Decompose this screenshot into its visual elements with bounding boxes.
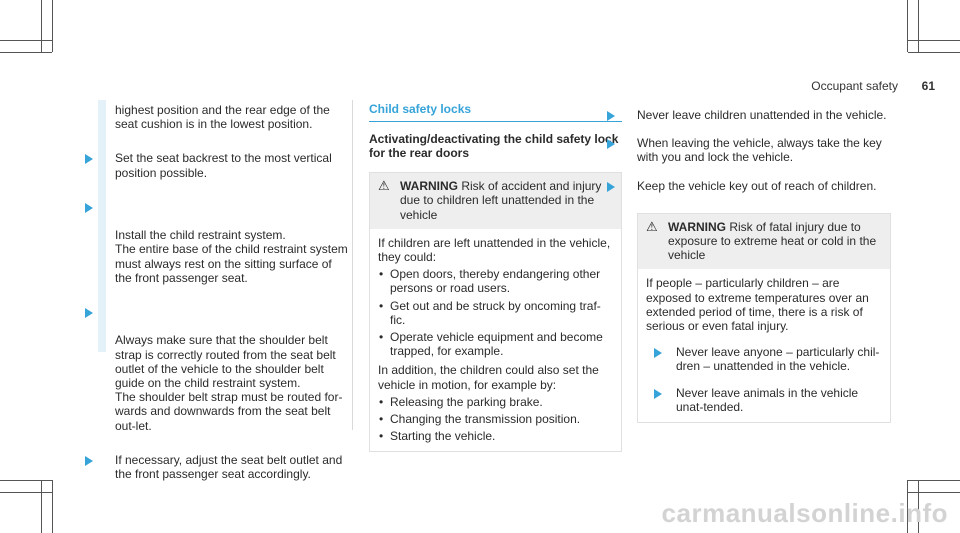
warning-header (370, 173, 621, 229)
item-text: Keep the vehicle key out of reach of children. (637, 178, 877, 193)
page-number: 61 (921, 79, 935, 93)
warning-triangle-icon: ⚠ (378, 178, 390, 194)
warning-label: WARNING (400, 179, 458, 194)
item-text: Never leave animals in the vehicle unat-tended. (676, 385, 859, 414)
column-middle (369, 102, 622, 452)
crop-mark (907, 0, 908, 52)
list-item (115, 305, 350, 433)
bullet-text: Get out and be struck by oncoming traf-fic. (390, 298, 601, 327)
step-arrow-icon (85, 308, 93, 318)
step-arrow-icon (85, 456, 93, 466)
watermark: carmanualsonline.info (661, 498, 948, 528)
step-arrow-icon (607, 111, 615, 121)
item-text: highest position and the rear edge of the seat cushion is in the lowest position. (115, 103, 330, 132)
bullet-item (378, 412, 613, 426)
bullet-item (378, 330, 613, 358)
crop-mark (52, 0, 53, 52)
bullet-text: Starting the vehicle. (390, 429, 496, 444)
bullet-item (378, 429, 613, 443)
warning-triangle-icon: ⚠ (646, 218, 658, 234)
warning-body (638, 269, 890, 422)
list-item (115, 453, 350, 481)
subsection-title: Activating/deactivating the child safety lock for the rear doors (369, 132, 619, 161)
bullet-item (378, 267, 613, 295)
bullet-icon: • (379, 394, 384, 409)
crop-mark (0, 492, 52, 493)
running-header: Occupant safety (811, 79, 898, 93)
list-item (646, 386, 882, 414)
list-item (115, 200, 350, 285)
warning-intro-2: In addition, the children could also set the vehicle in motion, for example by: (378, 363, 599, 392)
crop-mark (908, 52, 960, 53)
list-item (637, 179, 891, 193)
item-text: Install the child restraint system. The entire base of the child restraint system must always rest on the sitting surface of the front passenger seat. (115, 228, 348, 285)
list-item (115, 151, 350, 179)
bullet-item (378, 395, 613, 409)
crop-mark (0, 52, 52, 53)
item-text: When leaving the vehicle, always take the key with you and lock the vehicle. (637, 136, 882, 165)
column-left (115, 103, 350, 495)
warning-intro: If children are left unattended in the vehicle, they could: (378, 235, 611, 265)
list-item (637, 108, 891, 122)
warning-body (370, 229, 621, 452)
warning-text: Risk of accident and injury due to children left unattended in the vehicle (400, 179, 602, 222)
crop-mark (908, 480, 960, 481)
step-arrow-icon (85, 203, 93, 213)
bullet-icon: • (379, 298, 384, 313)
column-divider (352, 100, 353, 430)
step-arrow-icon (607, 182, 615, 192)
step-arrow-icon (85, 154, 93, 164)
list-item (115, 103, 350, 131)
crop-mark (41, 480, 42, 533)
column-right (637, 108, 891, 423)
item-text: If necessary, adjust the seat belt outlet and the front passenger seat accordingly. (115, 452, 343, 482)
bullet-text: Releasing the parking brake. (390, 394, 543, 409)
bullet-icon: • (379, 429, 384, 444)
item-text: Never leave children unattended in the vehicle. (637, 108, 887, 122)
step-arrow-icon (607, 139, 615, 149)
bullet-icon: • (379, 330, 384, 345)
crop-mark (52, 480, 53, 533)
bullet-icon: • (379, 412, 384, 427)
item-text: Never leave anyone – particularly chil-dren – unattended in the vehicle. (676, 345, 880, 374)
bullet-item (378, 299, 613, 327)
section-title: Child safety locks (369, 102, 622, 122)
crop-mark (41, 0, 42, 52)
margin-bar (98, 100, 106, 352)
item-text: Always make sure that the shoulder belt strap is correctly routed from the seat belt outlet of the vehicle to the shoulder belt guide on the child restraint system. The shoulder belt strap must be routed for-wards and downwards from the seat belt out-let. (115, 333, 343, 433)
warning-box (637, 213, 891, 423)
crop-mark (918, 0, 919, 52)
warning-box (369, 172, 622, 452)
warning-intro: If people – particularly children – are exposed to extreme temperatures over an extended period of time, there is a risk of serious or even fatal injury. (646, 276, 869, 334)
crop-mark (0, 40, 52, 41)
crop-mark (908, 492, 960, 493)
step-arrow-icon (654, 348, 662, 358)
bullet-text: Operate vehicle equipment and become trapped, for example. (390, 330, 603, 359)
bullet-text: Changing the transmission position. (390, 412, 581, 427)
crop-mark (0, 480, 52, 481)
item-text: Set the seat backrest to the most vertical position possible. (115, 151, 332, 180)
step-arrow-icon (654, 389, 662, 399)
warning-text: Risk of fatal injury due to exposure to extreme heat or cold in the vehicle (668, 219, 877, 263)
bullet-icon: • (379, 267, 384, 282)
warning-label: WARNING (668, 219, 726, 234)
list-item (637, 136, 891, 164)
list-item (646, 345, 882, 373)
crop-mark (908, 40, 960, 41)
warning-header (638, 214, 890, 270)
bullet-text: Open doors, thereby endangering other persons or road users. (390, 267, 601, 296)
